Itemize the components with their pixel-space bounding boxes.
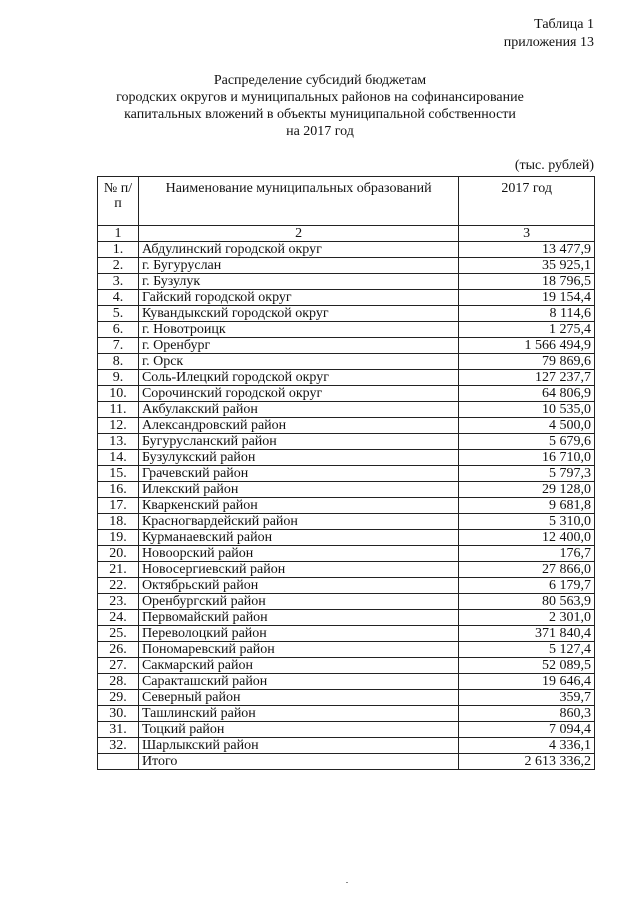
row-municipality: Гайский городской округ [138,290,458,306]
row-amount: 19 646,4 [459,674,595,690]
table-row [98,610,595,626]
column-number-row [98,226,595,242]
row-municipality: Оренбургский район [138,594,458,610]
row-municipality: Бугурусланский район [138,434,458,450]
row-amount: 127 237,7 [459,370,595,386]
row-number: 31. [98,722,139,738]
row-municipality: Кувандыкский городской округ [138,306,458,322]
row-amount: 5 679,6 [459,434,595,450]
title-line-2: городских округов и муниципальных районов на софинансирование [116,90,524,105]
row-municipality: г. Бугуруслан [138,258,458,274]
row-amount: 79 869,6 [459,354,595,370]
title-line-1: Распределение субсидий бюджетам [213,73,427,88]
row-number: 26. [98,642,139,658]
table-row [98,706,595,722]
row-number: 32. [98,738,139,754]
table-row [98,258,595,274]
table-row [98,242,595,258]
table-row [98,322,595,338]
row-municipality: Абдулинский городской округ [138,242,458,258]
row-number: 29. [98,690,139,706]
row-municipality: Октябрьский район [138,578,458,594]
row-amount: 371 840,4 [459,626,595,642]
table-caption [504,16,594,52]
row-amount: 7 094,4 [459,722,595,738]
row-number: 2. [98,258,139,274]
row-number: 4. [98,290,139,306]
row-number: 5. [98,306,139,322]
row-amount: 12 400,0 [459,530,595,546]
row-amount: 4 336,1 [459,738,595,754]
header-row [98,177,595,226]
row-number: 1. [98,242,139,258]
row-number: 18. [98,514,139,530]
row-amount: 5 127,4 [459,642,595,658]
title-line-3: капитальных вложений в объекты муниципальной собственности [124,107,516,122]
row-municipality: Новоорский район [138,546,458,562]
row-number: 8. [98,354,139,370]
appendix-number: приложения 13 [503,35,594,50]
row-amount: 8 114,6 [459,306,595,322]
table-row [98,450,595,466]
row-number: 14. [98,450,139,466]
row-municipality: Ташлинский район [138,706,458,722]
row-municipality: Александровский район [138,418,458,434]
document-title [40,72,600,140]
row-amount: 1 566 494,9 [459,338,595,354]
table-row [98,290,595,306]
header-number: № п/п [98,177,139,226]
table-row [98,482,595,498]
table-row [98,370,595,386]
row-number: 19. [98,530,139,546]
row-municipality: Переволоцкий район [138,626,458,642]
table-row [98,658,595,674]
subsidy-table [97,176,595,770]
table-row [98,674,595,690]
row-municipality: Северный район [138,690,458,706]
row-number: 25. [98,626,139,642]
table-row [98,594,595,610]
row-municipality: Красногвардейский район [138,514,458,530]
row-amount: 35 925,1 [459,258,595,274]
scan-speck [346,882,348,883]
row-amount: 176,7 [459,546,595,562]
row-amount: 52 089,5 [459,658,595,674]
header-year: 2017 год [459,177,595,226]
row-municipality: г. Новотроицк [138,322,458,338]
row-amount: 18 796,5 [459,274,595,290]
row-amount: 29 128,0 [459,482,595,498]
row-number: 6. [98,322,139,338]
row-municipality: Соль-Илецкий городской округ [138,370,458,386]
row-amount: 9 681,8 [459,498,595,514]
row-number: 24. [98,610,139,626]
row-municipality: Тоцкий район [138,722,458,738]
row-municipality: Бузулукский район [138,450,458,466]
row-amount: 4 500,0 [459,418,595,434]
row-amount: 16 710,0 [459,450,595,466]
row-number: 9. [98,370,139,386]
row-amount: 5 797,3 [459,466,595,482]
table-row [98,466,595,482]
row-number: 16. [98,482,139,498]
row-number: 15. [98,466,139,482]
row-municipality: Грачевский район [138,466,458,482]
row-municipality: Пономаревский район [138,642,458,658]
table-row [98,722,595,738]
row-amount: 13 477,9 [459,242,595,258]
table-row [98,738,595,754]
units-label: (тыс. рублей) [514,158,594,173]
row-municipality: Илекский район [138,482,458,498]
table-row [98,338,595,354]
table-row [98,642,595,658]
row-amount: 1 275,4 [459,322,595,338]
table-body [98,226,595,770]
row-amount: 5 310,0 [459,514,595,530]
table-row [98,418,595,434]
row-number: 10. [98,386,139,402]
row-number: 17. [98,498,139,514]
row-amount: 6 179,7 [459,578,595,594]
table-row [98,562,595,578]
row-amount: 359,7 [459,690,595,706]
table-number: Таблица 1 [534,17,594,32]
row-number: 13. [98,434,139,450]
table-row [98,514,595,530]
row-municipality: Сакмарский район [138,658,458,674]
row-municipality: Новосергиевский район [138,562,458,578]
title-line-4: на 2017 год [286,124,354,139]
table-row [98,274,595,290]
total-number [98,754,139,770]
row-number: 11. [98,402,139,418]
row-municipality: г. Бузулук [138,274,458,290]
row-amount: 10 535,0 [459,402,595,418]
total-row [98,754,595,770]
header-name: Наименование муниципальных образований [138,177,458,226]
table-row [98,530,595,546]
table-row [98,306,595,322]
col-number-3: 3 [459,226,595,242]
table-row [98,690,595,706]
row-number: 3. [98,274,139,290]
row-municipality: Шарлыкский район [138,738,458,754]
row-number: 12. [98,418,139,434]
table-row [98,402,595,418]
table-row [98,578,595,594]
row-number: 21. [98,562,139,578]
table-row [98,546,595,562]
row-municipality: Саракташский район [138,674,458,690]
row-number: 23. [98,594,139,610]
table-row [98,498,595,514]
row-municipality: Сорочинский городской округ [138,386,458,402]
row-amount: 860,3 [459,706,595,722]
table-row [98,386,595,402]
row-amount: 64 806,9 [459,386,595,402]
row-amount: 27 866,0 [459,562,595,578]
row-municipality: г. Орск [138,354,458,370]
row-municipality: Курманаевский район [138,530,458,546]
table-row [98,626,595,642]
row-number: 27. [98,658,139,674]
total-value: 2 613 336,2 [459,754,595,770]
table-row [98,434,595,450]
row-number: 22. [98,578,139,594]
row-municipality: Первомайский район [138,610,458,626]
row-number: 30. [98,706,139,722]
row-number: 7. [98,338,139,354]
row-amount: 2 301,0 [459,610,595,626]
row-municipality: Кваркенский район [138,498,458,514]
total-label: Итого [138,754,458,770]
row-number: 20. [98,546,139,562]
row-amount: 19 154,4 [459,290,595,306]
row-municipality: Акбулакский район [138,402,458,418]
col-number-2: 2 [138,226,458,242]
table-row [98,354,595,370]
row-number: 28. [98,674,139,690]
row-amount: 80 563,9 [459,594,595,610]
col-number-1: 1 [98,226,139,242]
row-municipality: г. Оренбург [138,338,458,354]
